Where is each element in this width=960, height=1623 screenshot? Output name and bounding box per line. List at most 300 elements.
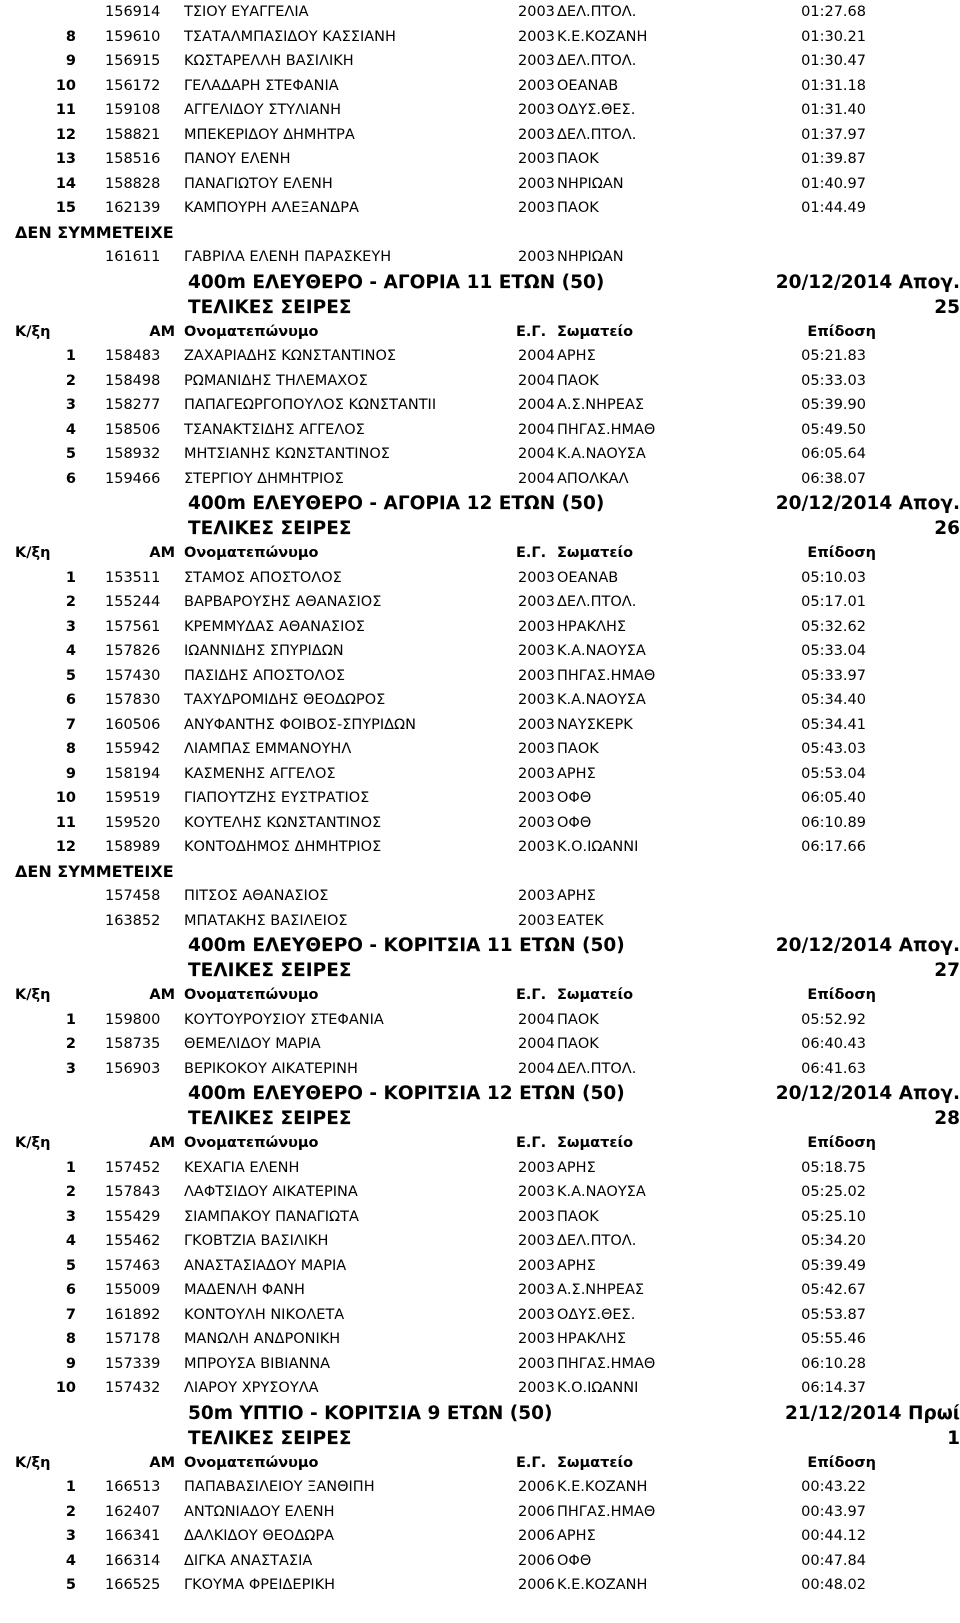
time-cell: 06:14.37 [801, 1380, 866, 1396]
club-cell: ΗΡΑΚΛΗΣ [557, 618, 627, 635]
result-row [0, 909, 960, 934]
name-cell: ΠΙΤΣΟΣ ΑΘΑΝΑΣΙΟΣ [184, 888, 329, 904]
time-cell: 05:17.01 [801, 594, 866, 610]
am-cell: 157178 [105, 1331, 161, 1347]
time-cell: 01:27.68 [801, 4, 866, 20]
result-row [0, 1549, 960, 1574]
name-cell: ΛΙΑΜΠΑΣ ΕΜΜΑΝΟΥΗΛ [184, 741, 352, 757]
am-cell: 156915 [105, 53, 161, 69]
result-row [0, 1008, 960, 1033]
result-row [0, 1500, 960, 1525]
rank-cell: 10 [55, 790, 76, 806]
name-cell: ΚΡΕΜΜΥΔΑΣ ΑΘΑΝΑΣΙΟΣ [184, 618, 365, 635]
result-row [0, 664, 960, 689]
year-cell: 2003 [518, 814, 555, 831]
rank-cell: 2 [65, 594, 76, 610]
event-title-row [0, 1401, 960, 1426]
club-cell: ΑΡΗΣ [557, 765, 596, 782]
event-phase-row [0, 958, 960, 983]
am-cell: 155942 [105, 741, 161, 757]
name-header: Ονοματεπώνυμο [184, 1135, 319, 1151]
rank-cell: 1 [65, 1011, 76, 1028]
name-cell: ΤΑΧΥΔΡΟΜΙΔΗΣ ΘΕΟΔΩΡΟΣ [184, 692, 386, 708]
am-cell: 159108 [105, 102, 161, 118]
club-cell: ΑΡΗΣ [557, 888, 596, 904]
result-row [0, 467, 960, 492]
am-cell: 159610 [105, 28, 161, 45]
name-cell: ΜΠΡΟΥΣΑ ΒΙΒΙΑΝΝΑ [184, 1355, 331, 1372]
am-cell: 166525 [105, 1577, 161, 1593]
name-cell: ΛΑΦΤΣΙΔΟΥ ΑΙΚΑΤΕΡΙΝΑ [184, 1184, 358, 1200]
time-cell: 01:30.47 [801, 53, 866, 69]
time-cell: 00:44.12 [801, 1528, 866, 1544]
column-header-row [0, 1131, 960, 1156]
club-cell: Κ.Α.ΝΑΟΥΣΑ [557, 692, 646, 708]
club-cell: ΟΕΑΝΑΒ [557, 569, 619, 586]
time-cell: 00:48.02 [801, 1577, 866, 1593]
year-cell: 2003 [518, 1159, 555, 1176]
year-cell: 2003 [518, 4, 555, 20]
club-cell: ΑΡΗΣ [557, 1528, 596, 1544]
club-cell: ΔΕΛ.ΠΤΟΛ. [557, 4, 637, 20]
result-row [0, 1254, 960, 1279]
club-cell: ΑΠΟΛΚΑΛ [557, 470, 629, 487]
year-cell: 2003 [518, 1306, 555, 1323]
time-cell: 05:25.10 [801, 1208, 866, 1225]
am-cell: 155244 [105, 594, 161, 610]
club-cell: ΑΡΗΣ [557, 348, 596, 364]
year-cell: 2003 [518, 912, 555, 929]
club-cell: ΟΕΑΝΑΒ [557, 77, 619, 94]
time-cell: 05:49.50 [801, 421, 866, 438]
club-header: Σωματείο [557, 1135, 634, 1151]
result-row [0, 1352, 960, 1377]
name-cell: ΣΤΑΜΟΣ ΑΠΟΣΤΟΛΟΣ [184, 569, 342, 586]
year-cell: 2004 [518, 470, 555, 487]
rank-cell: 2 [65, 1503, 76, 1520]
event-title: 50m ΥΠΤΙΟ - ΚΟΡΙΤΣΙΑ 9 ΕΤΩΝ (50) [188, 1402, 553, 1424]
name-header: Ονοματεπώνυμο [184, 323, 319, 340]
name-cell: ΤΣΙΟΥ ΕΥΑΓΓΕΛΙΑ [184, 4, 309, 20]
club-cell: ΕΑΤΕΚ [557, 912, 604, 929]
event-number: 28 [934, 1108, 960, 1129]
event-phase-row [0, 295, 960, 320]
club-cell: ΟΦΘ [557, 1552, 592, 1569]
year-cell: 2003 [518, 1355, 555, 1372]
result-row [0, 49, 960, 74]
time-cell: 06:10.28 [801, 1355, 866, 1372]
event-phase-row [0, 516, 960, 541]
name-cell: ΚΟΥΤΟΥΡΟΥΣΙΟΥ ΣΤΕΦΑΝΙΑ [184, 1011, 384, 1028]
time-cell: 05:32.62 [801, 618, 866, 635]
year-cell: 2003 [518, 1233, 555, 1249]
rank-cell: 3 [65, 1060, 76, 1077]
result-row [0, 1524, 960, 1549]
club-cell: ΠΗΓΑΣ.ΗΜΑΘ [557, 421, 656, 438]
club-header: Σωματείο [557, 1454, 634, 1471]
rank-cell: 2 [65, 1036, 76, 1052]
year-cell: 2003 [518, 643, 555, 659]
rank-cell: 12 [55, 839, 76, 855]
time-cell: 01:31.40 [801, 102, 866, 118]
time-cell: 06:10.89 [801, 814, 866, 831]
am-cell: 158516 [105, 151, 161, 167]
club-cell: ΔΕΛ.ΠΤΟΛ. [557, 53, 637, 69]
year-cell: 2003 [518, 594, 555, 610]
rank-header: Κ/ξη [15, 987, 51, 1003]
rank-cell: 8 [65, 28, 76, 45]
am-cell: 158483 [105, 348, 161, 364]
am-cell: 158821 [105, 126, 161, 143]
am-cell: 162407 [105, 1503, 161, 1520]
result-row [0, 639, 960, 664]
result-row [0, 786, 960, 811]
club-cell: Κ.Ε.ΚΟΖΑΝΗ [557, 1577, 648, 1593]
name-cell: ΚΩΣΤΑΡΕΛΛΗ ΒΑΣΙΛΙΚΗ [184, 53, 354, 69]
event-date: 21/12/2014 Πρωί [785, 1402, 960, 1424]
year-cell: 2003 [518, 765, 555, 782]
am-cell: 159519 [105, 790, 161, 806]
name-cell: ΚΑΜΠΟΥΡΗ ΑΛΕΞΑΝΔΡΑ [184, 200, 359, 216]
event-number: 26 [934, 518, 960, 539]
event-number: 25 [934, 296, 960, 318]
result-row [0, 1156, 960, 1181]
event-date: 20/12/2014 Απογ. [775, 935, 960, 956]
am-cell: 156914 [105, 4, 161, 20]
event-phase: ΤΕΛΙΚΕΣ ΣΕΙΡΕΣ [188, 518, 352, 539]
rank-cell: 1 [65, 569, 76, 586]
club-cell: ΝΑΥΣΚΕΡΚ [557, 716, 633, 733]
rank-cell: 7 [65, 716, 76, 733]
name-cell: ΓΕΛΑΔΑΡΗ ΣΤΕΦΑΝΙΑ [184, 77, 339, 94]
year-cell: 2003 [518, 1380, 555, 1396]
time-cell: 00:43.22 [801, 1479, 866, 1495]
name-cell: ΛΙΑΡΟΥ ΧΡΥΣΟΥΛΑ [184, 1380, 319, 1396]
event-title: 400m ΕΛΕΥΘΕΡΟ - ΑΓΟΡΙΑ 11 ΕΤΩΝ (50) [188, 271, 605, 293]
event-title-row [0, 491, 960, 516]
am-cell: 157830 [105, 692, 161, 708]
am-header: ΑΜ [149, 1135, 175, 1151]
year-cell: 2003 [518, 1208, 555, 1225]
year-cell: 2003 [518, 1331, 555, 1347]
club-cell: Κ.Ε.ΚΟΖΑΝΗ [557, 1479, 648, 1495]
name-cell: ΚΟΝΤΟΥΛΗ ΝΙΚΟΛΕΤΑ [184, 1306, 345, 1323]
name-cell: ΜΑΔΕΝΛΗ ΦΑΝΗ [184, 1282, 305, 1298]
event-title-row [0, 270, 960, 295]
time-cell: 05:43.03 [801, 741, 866, 757]
result-row [0, 98, 960, 123]
rank-cell: 14 [55, 175, 76, 192]
am-cell: 159800 [105, 1011, 161, 1028]
year-cell: 2004 [518, 1060, 555, 1077]
rank-cell: 1 [65, 1479, 76, 1495]
year-cell: 2006 [518, 1552, 555, 1569]
club-cell: ΠΑΟΚ [557, 741, 599, 757]
am-cell: 157430 [105, 667, 161, 684]
am-cell: 156172 [105, 77, 161, 94]
result-row [0, 147, 960, 172]
time-cell: 06:40.43 [801, 1036, 866, 1052]
club-cell: Κ.Α.ΝΑΟΥΣΑ [557, 1184, 646, 1200]
rank-header: Κ/ξη [15, 323, 51, 340]
result-row [0, 1475, 960, 1500]
am-cell: 158735 [105, 1036, 161, 1052]
rank-cell: 4 [65, 1552, 76, 1569]
rank-cell: 9 [65, 765, 76, 782]
time-cell: 06:38.07 [801, 470, 866, 487]
rank-cell: 5 [65, 1577, 76, 1593]
name-cell: ΠΑΝΑΓΙΩΤΟΥ ΕΛΕΝΗ [184, 175, 333, 192]
rank-cell: 12 [55, 126, 76, 143]
rank-cell: 6 [65, 692, 76, 708]
result-row [0, 590, 960, 615]
result-row [0, 172, 960, 197]
name-cell: ΤΣΑΤΑΛΜΠΑΣΙΔΟΥ ΚΑΣΣΙΑΝΗ [184, 28, 396, 45]
time-cell: 05:33.03 [801, 372, 866, 389]
club-header: Σωματείο [557, 545, 634, 561]
result-row [0, 1032, 960, 1057]
name-cell: ΒΕΡΙΚΟΚΟΥ ΑΙΚΑΤΕΡΙΝΗ [184, 1060, 358, 1077]
time-header: Επίδοση [807, 545, 876, 561]
name-cell: ΑΝΥΦΑΝΤΗΣ ΦΟΙΒΟΣ-ΣΠΥΡΙΔΩΝ [184, 716, 416, 733]
name-header: Ονοματεπώνυμο [184, 545, 319, 561]
am-cell: 158989 [105, 839, 161, 855]
result-row [0, 25, 960, 50]
year-cell: 2003 [518, 249, 555, 265]
time-cell: 05:34.40 [801, 692, 866, 708]
name-cell: ΖΑΧΑΡΙΑΔΗΣ ΚΩΝΣΤΑΝΤΙΝΟΣ [184, 348, 397, 364]
year-cell: 2003 [518, 888, 555, 904]
name-cell: ΠΑΣΙΔΗΣ ΑΠΟΣΤΟΛΟΣ [184, 667, 346, 684]
result-row [0, 1278, 960, 1303]
time-cell: 00:43.97 [801, 1503, 866, 1520]
am-header: ΑΜ [149, 545, 175, 561]
event-title: 400m ΕΛΕΥΘΕΡΟ - ΚΟΡΙΤΣΙΑ 12 ΕΤΩΝ (50) [188, 1083, 625, 1104]
rank-cell: 9 [65, 1355, 76, 1372]
rank-cell: 11 [55, 102, 76, 118]
result-row [0, 196, 960, 221]
rank-cell: 4 [65, 643, 76, 659]
year-cell: 2003 [518, 667, 555, 684]
time-cell: 00:47.84 [801, 1552, 866, 1569]
time-cell: 01:39.87 [801, 151, 866, 167]
am-cell: 166513 [105, 1479, 161, 1495]
am-cell: 157561 [105, 618, 161, 635]
time-cell: 05:39.49 [801, 1257, 866, 1274]
result-row [0, 369, 960, 394]
did-not-participate-heading: ΔΕΝ ΣΥΜΜΕΤΕΙΧΕ [15, 861, 174, 881]
result-row [0, 1376, 960, 1401]
year-cell: 2006 [518, 1479, 555, 1495]
time-cell: 05:39.90 [801, 397, 866, 413]
column-header-row [0, 983, 960, 1008]
time-cell: 05:33.04 [801, 643, 866, 659]
year-cell: 2003 [518, 790, 555, 806]
am-cell: 155462 [105, 1233, 161, 1249]
year-cell: 2003 [518, 53, 555, 69]
time-cell: 01:44.49 [801, 200, 866, 216]
name-cell: ΓΙΑΠΟΥΤΖΗΣ ΕΥΣΤΡΑΤΙΟΣ [184, 790, 370, 806]
result-row [0, 245, 960, 270]
am-cell: 158932 [105, 446, 161, 462]
result-row [0, 737, 960, 762]
result-row [0, 0, 960, 25]
am-cell: 156903 [105, 1060, 161, 1077]
year-cell: 2003 [518, 1282, 555, 1298]
am-cell: 163852 [105, 912, 161, 929]
result-row [0, 74, 960, 99]
rank-cell: 8 [65, 1331, 76, 1347]
did-not-participate-heading: ΔΕΝ ΣΥΜΜΕΤΕΙΧΕ [15, 222, 174, 242]
club-cell: ΗΡΑΚΛΗΣ [557, 1331, 627, 1347]
rank-cell: 10 [55, 77, 76, 94]
time-header: Επίδοση [807, 1454, 876, 1471]
year-cell: 2003 [518, 1257, 555, 1274]
event-title-row [0, 1081, 960, 1106]
year-cell: 2004 [518, 397, 555, 413]
year-cell: 2004 [518, 348, 555, 364]
club-cell: ΠΑΟΚ [557, 200, 599, 216]
year-cell: 2003 [518, 151, 555, 167]
year-cell: 2003 [518, 741, 555, 757]
am-cell: 158277 [105, 397, 161, 413]
name-cell: ΤΣΑΝΑΚΤΣΙΔΗΣ ΑΓΓΕΛΟΣ [184, 421, 365, 438]
club-header: Σωματείο [557, 987, 634, 1003]
rank-cell: 8 [65, 741, 76, 757]
year-cell: 2004 [518, 1036, 555, 1052]
name-cell: ΘΕΜΕΛΙΔΟΥ ΜΑΡΙΑ [184, 1036, 321, 1052]
rank-cell: 13 [55, 151, 76, 167]
result-row [0, 566, 960, 591]
result-row [0, 1327, 960, 1352]
result-row [0, 442, 960, 467]
year-cell: 2004 [518, 372, 555, 389]
name-cell: ΜΑΝΩΛΗ ΑΝΔΡΟΝΙΚΗ [184, 1331, 341, 1347]
year-cell: 2003 [518, 692, 555, 708]
rank-cell: 2 [65, 1184, 76, 1200]
rank-cell: 3 [65, 618, 76, 635]
year-cell: 2003 [518, 77, 555, 94]
club-cell: Κ.Ο.ΙΩΑΝΝΙ [557, 839, 639, 855]
rank-cell: 3 [65, 1208, 76, 1225]
am-cell: 162139 [105, 200, 161, 216]
am-header: ΑΜ [149, 987, 175, 1003]
result-row [0, 713, 960, 738]
year-cell: 2003 [518, 200, 555, 216]
name-cell: ΓΚΟΒΤΖΙΑ ΒΑΣΙΛΙΚΗ [184, 1233, 329, 1249]
club-cell: ΔΕΛ.ΠΤΟΛ. [557, 1233, 637, 1249]
am-header: ΑΜ [149, 323, 175, 340]
event-phase: ΤΕΛΙΚΕΣ ΣΕΙΡΕΣ [188, 960, 352, 981]
rank-cell: 5 [65, 446, 76, 462]
time-cell: 05:53.87 [801, 1306, 866, 1323]
club-cell: ΑΡΗΣ [557, 1257, 596, 1274]
rank-cell: 6 [65, 1282, 76, 1298]
time-cell: 01:37.97 [801, 126, 866, 143]
result-row [0, 393, 960, 418]
result-row [0, 688, 960, 713]
year-cell: 2004 [518, 446, 555, 462]
time-cell: 05:10.03 [801, 569, 866, 586]
club-cell: ΔΕΛ.ΠΤΟΛ. [557, 1060, 637, 1077]
club-cell: ΔΕΛ.ΠΤΟΛ. [557, 126, 637, 143]
am-cell: 157452 [105, 1159, 161, 1176]
am-header: ΑΜ [149, 1454, 175, 1471]
club-cell: ΑΡΗΣ [557, 1159, 596, 1176]
year-cell: 2003 [518, 175, 555, 192]
year-cell: 2003 [518, 716, 555, 733]
name-cell: ΑΝΤΩΝΙΑΔΟΥ ΕΛΕΝΗ [184, 1503, 335, 1520]
name-cell: ΡΩΜΑΝΙΔΗΣ ΤΗΛΕΜΑΧΟΣ [184, 372, 368, 389]
name-cell: ΚΟΥΤΕΛΗΣ ΚΩΝΣΤΑΝΤΙΝΟΣ [184, 814, 382, 831]
result-row [0, 884, 960, 909]
am-cell: 160506 [105, 716, 161, 733]
club-cell: ΠΑΟΚ [557, 151, 599, 167]
result-row [0, 835, 960, 860]
year-cell: 2004 [518, 1011, 555, 1028]
club-cell: ΔΕΛ.ΠΤΟΛ. [557, 594, 637, 610]
club-cell: ΝΗΡΙΩΑΝ [557, 249, 624, 265]
year-cell: 2006 [518, 1577, 555, 1593]
name-cell: ΠΑΠΑΒΑΣΙΛΕΙΟΥ ΞΑΝΘΙΠΗ [184, 1479, 375, 1495]
club-cell: ΠΗΓΑΣ.ΗΜΑΘ [557, 1355, 656, 1372]
rank-cell: 2 [65, 372, 76, 389]
event-title: 400m ΕΛΕΥΘΕΡΟ - ΑΓΟΡΙΑ 12 ΕΤΩΝ (50) [188, 493, 605, 514]
result-row [0, 1180, 960, 1205]
result-row [0, 1573, 960, 1598]
year-cell: 2003 [518, 839, 555, 855]
time-cell: 06:41.63 [801, 1060, 866, 1077]
name-cell: ΜΠΑΤΑΚΗΣ ΒΑΣΙΛΕΙΟΣ [184, 912, 348, 929]
year-cell: 2003 [518, 126, 555, 143]
event-phase-row [0, 1426, 960, 1451]
club-cell: Κ.Ο.ΙΩΑΝΝΙ [557, 1380, 639, 1396]
result-row [0, 1229, 960, 1254]
club-cell: Α.Σ.ΝΗΡΕΑΣ [557, 397, 645, 413]
club-cell: Κ.Α.ΝΑΟΥΣΑ [557, 446, 646, 462]
name-cell: ΑΝΑΣΤΑΣΙΑΔΟΥ ΜΑΡΙΑ [184, 1257, 347, 1274]
year-cell: 2006 [518, 1528, 555, 1544]
rank-cell: 6 [65, 470, 76, 487]
time-cell: 01:31.18 [801, 77, 866, 94]
rank-header: Κ/ξη [15, 1135, 51, 1151]
am-cell: 153511 [105, 569, 161, 586]
name-cell: ΚΕΧΑΓΙΑ ΕΛΕΝΗ [184, 1159, 300, 1176]
event-number: 1 [947, 1427, 960, 1449]
year-cell: 2004 [518, 421, 555, 438]
rank-cell: 3 [65, 397, 76, 413]
club-cell: ΠΗΓΑΣ.ΗΜΑΘ [557, 1503, 656, 1520]
time-cell: 05:42.67 [801, 1282, 866, 1298]
am-cell: 157432 [105, 1380, 161, 1396]
rank-cell: 7 [65, 1306, 76, 1323]
club-cell: ΠΑΟΚ [557, 1208, 599, 1225]
club-cell: ΠΗΓΑΣ.ΗΜΑΘ [557, 667, 656, 684]
name-cell: ΔΙΓΚΑ ΑΝΑΣΤΑΣΙΑ [184, 1552, 313, 1569]
am-cell: 157463 [105, 1257, 161, 1274]
result-row [0, 123, 960, 148]
time-cell: 06:05.40 [801, 790, 866, 806]
club-cell: ΝΗΡΙΩΑΝ [557, 175, 624, 192]
am-cell: 157843 [105, 1184, 161, 1200]
rank-cell: 11 [55, 814, 76, 831]
club-cell: Α.Σ.ΝΗΡΕΑΣ [557, 1282, 645, 1298]
club-header: Σωματείο [557, 323, 634, 340]
name-cell: ΔΑΛΚΙΔΟΥ ΘΕΟΔΩΡΑ [184, 1528, 334, 1544]
name-cell: ΠΑΝΟΥ ΕΛΕΝΗ [184, 151, 291, 167]
am-cell: 161892 [105, 1306, 161, 1323]
rank-cell: 9 [65, 53, 76, 69]
